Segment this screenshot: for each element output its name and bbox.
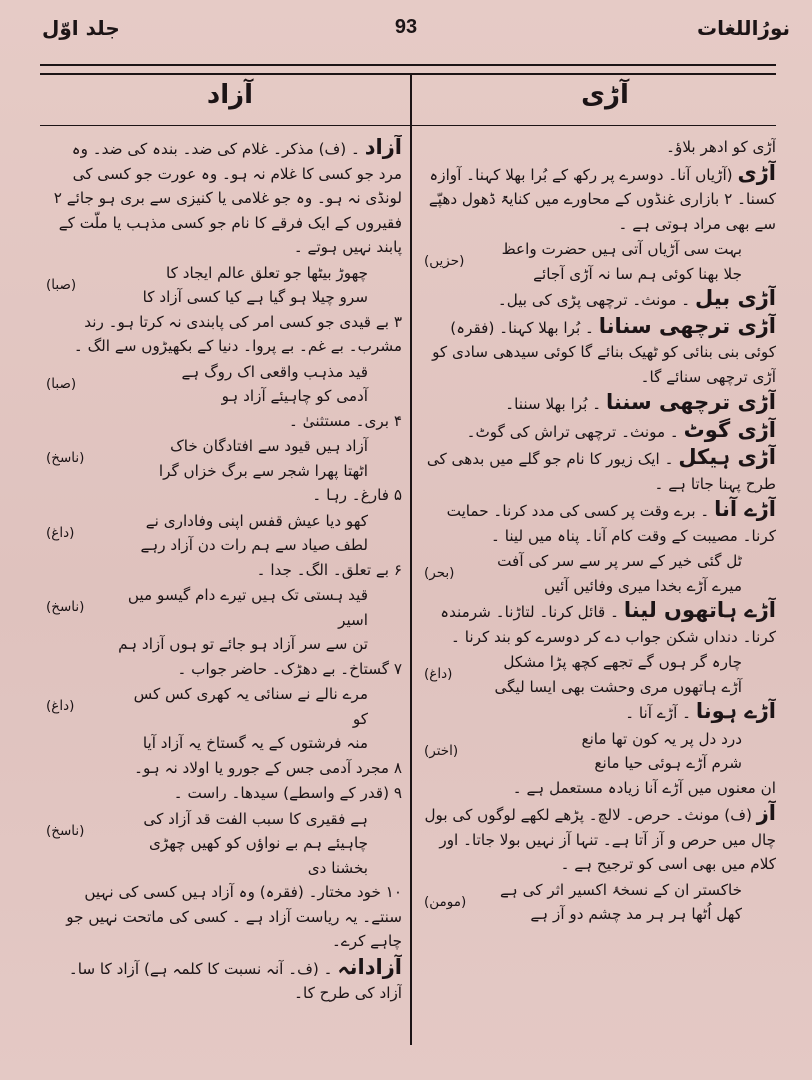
verse-couplet (46, 583, 402, 657)
entry-headword: آڑی بیل (694, 286, 776, 310)
verse-line: چاہیئے ہم بے نواؤں کو کھیں چھڑی بخشنا دی (149, 834, 368, 877)
dictionary-entry (424, 598, 776, 649)
verse-couplet (424, 878, 776, 927)
verse-couplet (46, 434, 402, 483)
dictionary-entry (424, 699, 776, 726)
definition-sense: ۸ مجرد آدمی جس کے جورو یا اولاد نہ ہو۔ (134, 758, 402, 777)
verse-line: خاکستر ان کے نسخۂ اکسیر اثر کی ہے (499, 880, 742, 899)
verse-line: کھل اُٹھا ہر ہر مد چشم دو آز ہے (530, 905, 742, 923)
verse-line: درد دل پر یہ کون تھا مانع (581, 729, 742, 748)
poet-attribution: (داغ) (424, 666, 453, 682)
column-title-rule (40, 125, 776, 126)
verse-line: لطف صیاد سے ہم رات دن آزاد رہے (140, 536, 368, 554)
verse-line: قید مذہب واقعی اک روگ ہے (181, 362, 368, 381)
verse-couplet (424, 549, 776, 598)
definition-sense: ۷ گستاخ۔ بے دھڑک۔ حاضر جواب ۔ (177, 659, 402, 678)
poet-attribution: (صبا) (46, 276, 77, 293)
dictionary-entry (424, 390, 776, 417)
verse-line: چھوڑ بیٹھا جو تعلق عالم ایجاد کا (166, 263, 368, 282)
verse-line: جلا بھنا کوئی ہم سا نہ آڑی آجائے (533, 264, 742, 283)
entry-headword: آڑی (737, 160, 776, 185)
definition-sense: ۵ فارغ۔ رہا ۔ (312, 486, 402, 504)
verse-line: شرم آڑے ہوئی حیا مانع (594, 754, 742, 772)
verse-line: آزاد ہیں قیود سے افتادگان خاک (170, 437, 368, 455)
dictionary-entry (46, 135, 402, 260)
entry-headword: آزاد (364, 135, 402, 159)
definition-sense: ۳ بے قیدی جو کسی امر کی پابندی نہ کرتا ہو۔ رند مشرب۔ بے غم۔ بے پروا۔ دنیا کے بکھیڑوں سے الگ ۔ (73, 312, 402, 355)
verse-line: ٹل گئی خیر کے سر پر سے سر کی آفت (497, 552, 742, 570)
dictionary-entry (46, 955, 402, 1006)
left-column (46, 135, 402, 1040)
volume-label: جلد اوّل (42, 16, 120, 40)
verse-line: میرے آڑے بخدا میری وفائیں آئیں (544, 576, 742, 595)
header-rule-top (40, 64, 776, 66)
page-number: 93 (394, 16, 418, 38)
header-rule-bottom (40, 73, 776, 75)
verse-couplet (46, 360, 402, 409)
verse-line: آدمی کو چاہیئے آزاد ہو (221, 387, 368, 405)
dictionary-entry (424, 445, 776, 496)
entry-definition: ۔ مونث۔ ترچھی تراش کی گوٹ۔ (466, 422, 679, 441)
entry-headword: آزادانہ (337, 954, 402, 979)
entry-headword: آڑی ہیکل (678, 445, 776, 469)
verse-couplet (46, 261, 402, 310)
verse-couplet (46, 682, 402, 756)
dictionary-entry (424, 801, 776, 877)
definition-sense: ۴ بری۔ مستثنیٰ ۔ (288, 411, 402, 430)
entry-definition: ۔ قائل کرنا۔ لتاڑنا۔ شرمندہ کرنا۔ دنداں شکن جواب دے کر دوسرے کو بند کرنا ۔ (440, 603, 776, 646)
entry-definition: ۔ مونث۔ ترچھی پڑی کی بیل۔ (497, 291, 691, 309)
verse-line: اٹھتا پھرا شجر سے برگ خزاں گرا (158, 461, 368, 480)
definition-sense: ۹ (قدر کے واسطے) سیدھا۔ راست ۔ (173, 784, 402, 802)
verse-line: تن سے سر آزاد ہو جائے تو ہوں آزاد ہم (118, 635, 368, 653)
book-title: نورُاللغات (697, 16, 790, 40)
left-column-title: آزاد (206, 80, 254, 110)
entry-definition: ۔ برے وقت پر کسی کی مدد کرنا۔ حمایت کرنا۔ مصیبت کے وقت کام آنا۔ پناہ میں لینا ۔ (446, 502, 776, 545)
column-divider (410, 73, 412, 1045)
dictionary-entry (424, 497, 776, 548)
entry-headword: آڑی ترچھی سننا (605, 390, 776, 414)
verse-couplet (46, 807, 402, 881)
entry-headword: آڑی گوٹ (683, 417, 776, 442)
entry-definition: ۔ آڑے آنا ۔ (625, 704, 692, 722)
verse-line: بہت سی آڑیاں آتی ہیں حضرت واعظ (501, 240, 742, 258)
poet-attribution: (بحر) (424, 565, 455, 581)
verse-couplet (46, 509, 402, 558)
verse-couplet (424, 237, 776, 286)
verse-line: آڑے ہاتھوں مری وحشت بھی ایسا لیگی (494, 677, 742, 696)
entry-definition: ۔ بُرا بھلا سننا۔ (505, 395, 602, 413)
entry-definition: ۔ (ف) مذکر۔ غلام کی ضد۔ بندہ کی ضد۔ وہ مرد جو کسی کا غلام نہ ہو۔ وہ عورت جو کسی کی لونڈی نہ ہو۔ وہ جو غلامی یا کنیزی سے بری ہو جائے ۲ فقیروں کے ایک فرقے کا نام جو کسی مذہب یا ملّت کے پابند نہیں ہوتے ۔ (53, 140, 402, 256)
entry-definition: ۔ بُرا بھلا کہنا۔ (فقرہ) کوئی بنی بنائی کو ٹھیک بنائے گا کوئی سیدھی سادی کو آڑی ترچھی سنائے گا۔ (432, 318, 776, 386)
page-header (0, 16, 812, 56)
right-column-title: آڑی (581, 80, 629, 110)
dictionary-entry (424, 161, 776, 237)
verse-line: ہے فقیری کا سبب الفت قد آزاد کی (143, 809, 368, 828)
entry-definition: ۔ ایک زیور کا نام جو گلے میں بدھی کی طرح پہنا جاتا ہے ۔ (426, 450, 776, 493)
entry-headword: آڑے آنا (714, 497, 776, 521)
definition-sense: ۱۰ خود مختار۔ (فقرہ) وہ آزاد ہیں کسی کی نہیں سنتے۔ یہ ریاست آزاد ہے ۔ کسی کی ماتحت نہیں جو چاہے کرے۔ (66, 883, 402, 950)
verse-line: چارہ گر ہوں گے تجھے کچھ پڑا مشکل (503, 653, 742, 671)
dictionary-entry (424, 286, 776, 313)
definition-sense: ان معنوں میں آڑے آنا زیادہ مستعمل ہے ۔ (512, 778, 776, 797)
verse-line: منہ فرشتوں کے یہ گستاخ یہ آزاد آیا (142, 734, 368, 752)
verse-line: قید ہستی تک ہیں تیرے دام گیسو میں اسیر (127, 586, 368, 629)
poet-attribution: (اختر) (424, 742, 459, 759)
entry-headword: آڑے ہاتھوں لینا (623, 598, 776, 622)
entry-headword: آز (756, 801, 776, 825)
definition-sense: آڑی کو ادھر بلاؤ۔ (666, 138, 776, 156)
entry-definition: (ف) مونث۔ حرص۔ لالچ۔ پڑھے لکھے لوگوں کی بول چال میں حرص و آز آتا ہے۔ تنہا آز نہیں بولا جاتا۔ اور کلام میں بھی اسی کو ترجیح ہے ۔ (424, 806, 776, 873)
poet-attribution: (مومن) (424, 893, 467, 910)
entry-headword: آڑی ترچھی سنانا (598, 313, 776, 338)
poet-attribution: (حزیں) (424, 253, 465, 269)
poet-attribution: (ناسخ) (46, 450, 85, 466)
right-column (424, 135, 776, 1040)
verse-line: کھو دیا عیش قفس اپنی وفاداری نے (145, 511, 368, 530)
poet-attribution: (صبا) (46, 375, 77, 392)
verse-couplet (424, 727, 776, 776)
poet-attribution: (داغ) (46, 698, 75, 714)
definition-sense: ۶ بے تعلق۔ الگ۔ جدا ۔ (256, 560, 402, 579)
verse-line: مرے نالے نے سنائی یہ کھری کس کس کو (133, 685, 368, 728)
dictionary-entry (424, 418, 776, 445)
dictionary-entry (424, 314, 776, 390)
poet-attribution: (داغ) (46, 524, 75, 541)
entry-definition: (آڑیاں آنا۔ دوسرے پر رکھ کے بُرا بھلا کہنا۔ آوازہ کسنا۔ ۲ بازاری غنڈوں کے محاورے میں کنایۃً ڈھول دھپّے سے بھی مراد ہوتی ہے ۔ (428, 165, 776, 233)
poet-attribution: (ناسخ) (46, 822, 85, 839)
entry-headword: آڑے ہونا (695, 699, 776, 723)
verse-line: سرو چیلا ہو گیا ہے کیا کسی آزاد کا (142, 288, 368, 306)
verse-couplet (424, 650, 776, 699)
entry-definition: ۔ (ف۔ آنہ نسبت کا کلمہ ہے) آزاد کا سا۔ آزاد کی طرح کا۔ (68, 959, 402, 1002)
poet-attribution: (ناسخ) (46, 599, 85, 615)
